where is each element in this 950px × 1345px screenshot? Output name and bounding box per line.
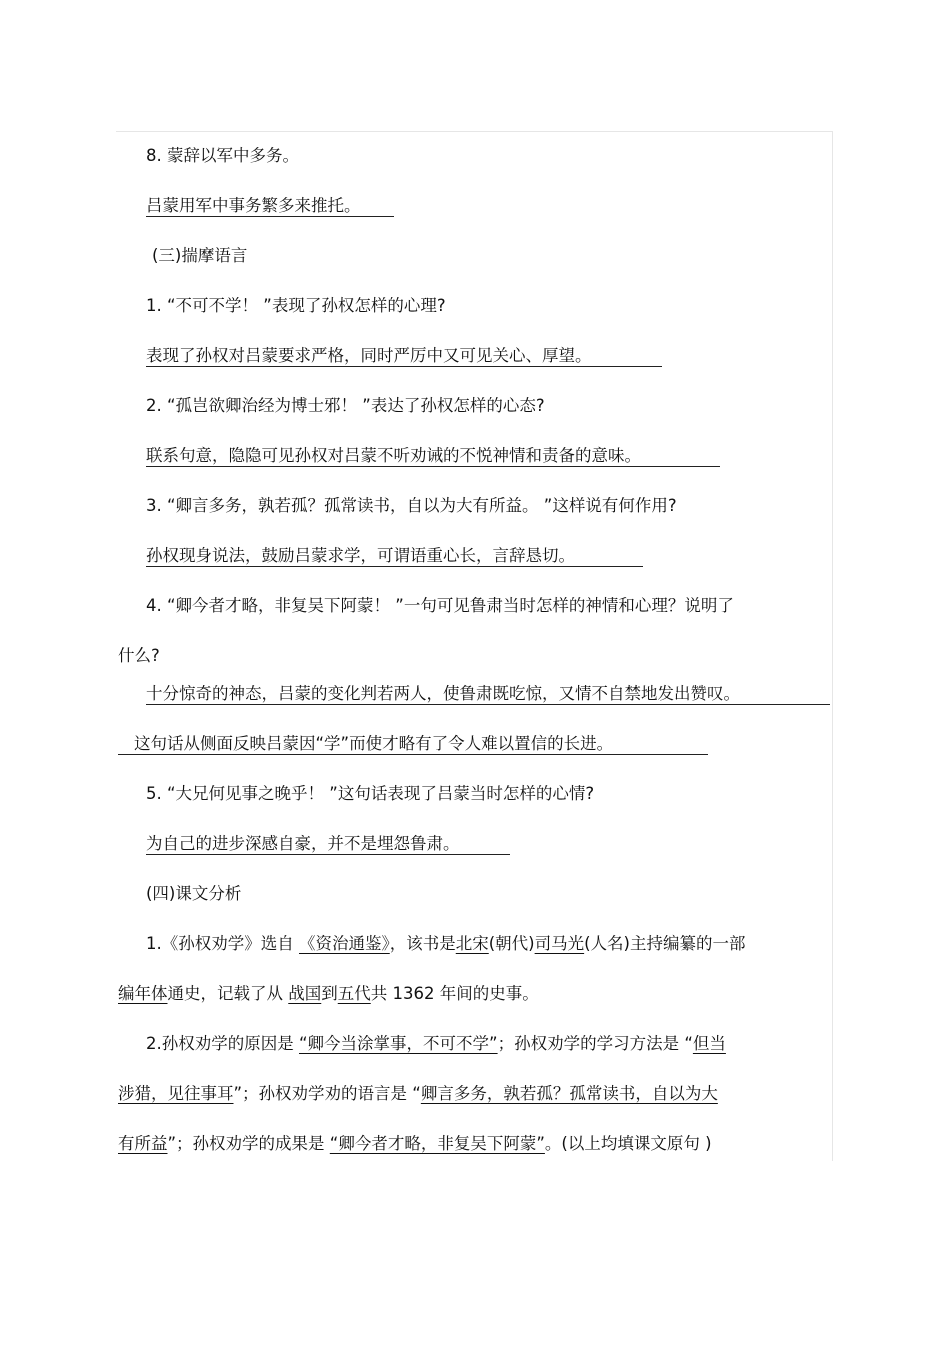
answer-8: 吕蒙用军中事务繁多来推托。 — [146, 196, 361, 215]
section-3-question-4-cont: 什么? — [118, 646, 160, 665]
answer-underline — [146, 566, 643, 567]
section-3-answer-4a: 十分惊奇的神态，吕蒙的变化判若两人，使鲁肃既吃惊，又情不自禁地发出赞叹。 — [146, 684, 740, 703]
question-8: 8. 蒙辞以军中多务。 — [146, 146, 299, 165]
section-3-heading: (三)揣摩语言 — [152, 246, 248, 265]
p2-text: ”；孙权劝学的成果是 — [167, 1134, 330, 1153]
section-4-paragraph-2-cont1 — [118, 1083, 718, 1105]
p1-text: ，该书是 — [389, 934, 456, 953]
answer-underline — [146, 854, 510, 855]
p1-text: (人名)主持编纂的一部 — [584, 934, 746, 953]
section-3-answer-2: 联系句意，隐隐可见孙权对吕蒙不听劝诫的不悦神情和责备的意味。 — [146, 446, 641, 465]
p1-blank-book: 《资治通鉴》 — [299, 934, 390, 953]
section-3-question-2: 2. “孤岂欲卿治经为博士邪！ ”表达了孙权怎样的心态? — [146, 396, 545, 415]
p2-blank-method: 但当 — [692, 1034, 726, 1053]
p2-blank-language-cont: 有所益 — [118, 1134, 168, 1153]
p1-text: 共 1362 年间的史事。 — [370, 984, 539, 1003]
section-3-answer-3: 孙权现身说法，鼓励吕蒙求学，可谓语重心长，言辞恳切。 — [146, 546, 575, 565]
page-border — [116, 131, 833, 1161]
p2-text: 2.孙权劝学的原因是 — [146, 1034, 299, 1053]
p1-blank-author: 司马光 — [534, 934, 585, 953]
p1-text: (朝代) — [488, 934, 535, 953]
section-3-question-1: 1. “不可不学！ ”表现了孙权怎样的心理? — [146, 296, 446, 315]
p2-blank-result: “卿今者才略，非复吴下阿蒙” — [329, 1134, 545, 1153]
section-3-answer-5: 为自己的进步深感自豪，并不是埋怨鲁肃。 — [146, 834, 460, 853]
p2-text: ；孙权劝学的学习方法是 “ — [497, 1034, 693, 1053]
p1-text: 1.《孙权劝学》选自 — [146, 934, 299, 953]
p1-blank-end: 五代 — [337, 984, 371, 1003]
answer-underline — [146, 704, 830, 705]
p1-blank-dynasty: 北宋 — [455, 934, 489, 953]
p1-blank-start: 战国 — [288, 984, 322, 1003]
p2-blank-language: 卿言多务，孰若孤？孤常读书，自以为大 — [420, 1084, 718, 1103]
section-4-paragraph-1-cont — [118, 983, 539, 1005]
p1-text: 到 — [321, 984, 338, 1003]
section-3-question-3: 3. “卿言多务，孰若孤？孤常读书，自以为大有所益。 ”这样说有何作用? — [146, 496, 677, 515]
p2-blank-method-cont: 涉猎，见往事耳 — [118, 1084, 234, 1103]
answer-8-underline — [146, 216, 394, 217]
p1-blank-genre: 编年体 — [118, 984, 168, 1003]
p2-text: ”；孙权劝学劝的语言是 “ — [233, 1084, 421, 1103]
section-3-answer-4b: 这句话从侧面反映吕蒙因“学”而使才略有了令人难以置信的长进。 — [134, 734, 614, 753]
section-4-paragraph-2 — [146, 1033, 726, 1055]
section-3-question-5: 5. “大兄何见事之晚乎！ ”这句话表现了吕蒙当时怎样的心情? — [146, 784, 595, 803]
p1-text: 通史，记载了从 — [167, 984, 289, 1003]
p2-text: 。(以上均填课文原句 ) — [544, 1134, 712, 1153]
section-3-question-4: 4. “卿今者才略，非复吴下阿蒙！ ”一句可见鲁肃当时怎样的神情和心理？说明了 — [146, 596, 734, 615]
section-4-paragraph-2-cont2 — [118, 1133, 712, 1155]
section-4-paragraph-1 — [146, 933, 746, 955]
answer-underline — [118, 754, 708, 755]
answer-underline — [146, 466, 720, 467]
p2-blank-reason: “卿今当涂掌事，不可不学” — [299, 1034, 498, 1053]
answer-underline — [146, 366, 662, 367]
section-4-heading: (四)课文分析 — [146, 884, 242, 903]
section-3-answer-1: 表现了孙权对吕蒙要求严格，同时严厉中又可见关心、厚望。 — [146, 346, 592, 365]
